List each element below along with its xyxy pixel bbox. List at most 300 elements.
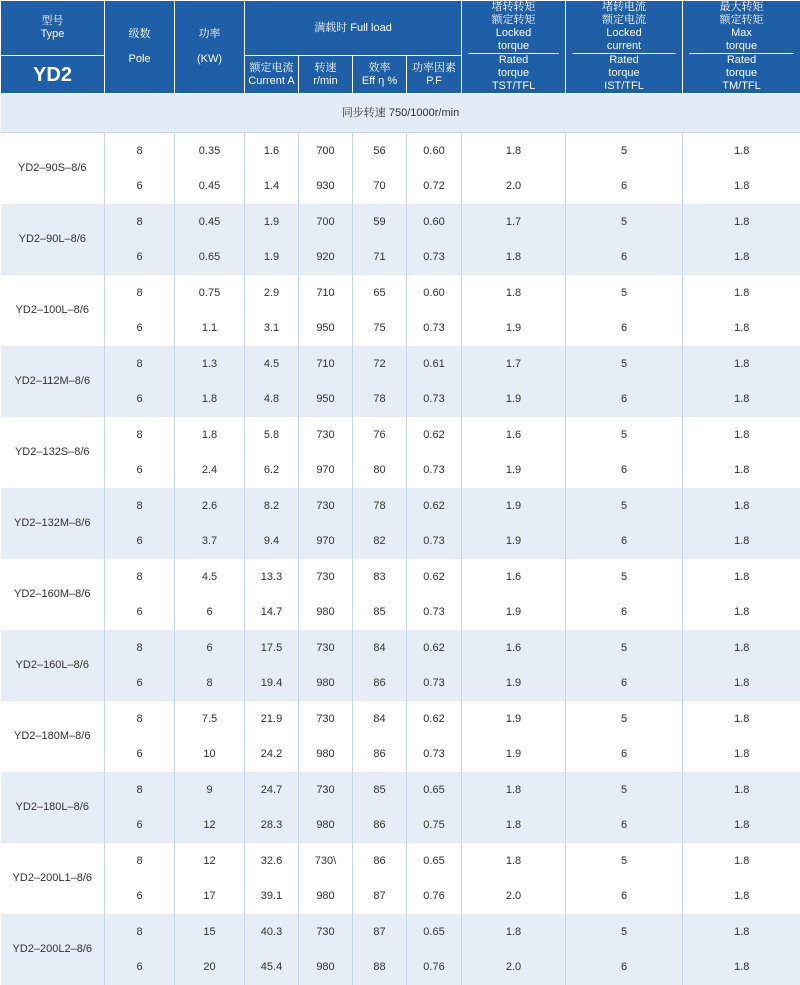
eff-header-cn: 效率 [353, 62, 406, 75]
current-header-cn: 额定电流 [245, 62, 298, 75]
efficiency-cell: 85 [353, 772, 407, 808]
power-cell: 0.35 [175, 133, 245, 170]
max-torque-ratio-cell: 1.8 [683, 630, 800, 666]
power-cell: 20 [175, 950, 245, 985]
power-factor-cell: 0.60 [407, 275, 462, 311]
pole-cell: 6 [105, 382, 175, 417]
pole-cell: 6 [105, 950, 175, 985]
model-badge [1, 56, 105, 94]
table-row [1, 346, 800, 382]
table-row [1, 204, 800, 240]
power-factor-cell: 0.62 [407, 488, 462, 524]
current-cell: 5.8 [245, 417, 299, 453]
efficiency-cell: 87 [353, 914, 407, 950]
efficiency-cell: 65 [353, 275, 407, 311]
model-cell: YD2–90S–8/6 [1, 133, 105, 205]
current-cell: 28.3 [245, 808, 299, 843]
tst-line-1: 堵转转矩 [462, 1, 565, 14]
power-cell: 12 [175, 843, 245, 879]
ist-line-7: IST/TFL [566, 80, 682, 93]
locked-current-ratio-cell: 5 [566, 488, 683, 524]
pole-header [105, 1, 175, 94]
speed-cell: 970 [299, 524, 353, 559]
power-factor-cell: 0.62 [407, 701, 462, 737]
locked-torque-ratio-cell: 2.0 [462, 169, 566, 204]
max-torque-ratio-cell: 1.8 [683, 488, 800, 524]
efficiency-cell: 78 [353, 382, 407, 417]
power-factor-cell: 0.65 [407, 914, 462, 950]
power-cell: 9 [175, 772, 245, 808]
tst-header [462, 1, 566, 94]
current-cell: 21.9 [245, 701, 299, 737]
efficiency-cell: 86 [353, 843, 407, 879]
model-cell: YD2–112M–8/6 [1, 346, 105, 417]
efficiency-cell: 87 [353, 879, 407, 914]
ist-line-6: torque [566, 67, 682, 80]
speed-cell: 730 [299, 701, 353, 737]
pole-cell: 6 [105, 737, 175, 772]
power-cell: 12 [175, 808, 245, 843]
speed-cell: 950 [299, 311, 353, 346]
power-factor-cell: 0.62 [407, 417, 462, 453]
table-row [1, 311, 800, 346]
efficiency-cell: 71 [353, 240, 407, 275]
locked-torque-ratio-cell: 2.0 [462, 879, 566, 914]
power-header-en: (KW) [175, 53, 244, 66]
max-torque-ratio-cell: 1.8 [683, 453, 800, 488]
pf-header-cn: 功率因素 [407, 62, 461, 75]
locked-torque-ratio-cell: 1.9 [462, 488, 566, 524]
locked-current-ratio-cell: 5 [566, 630, 683, 666]
pole-cell: 8 [105, 488, 175, 524]
locked-torque-ratio-cell: 1.8 [462, 843, 566, 879]
locked-torque-ratio-cell: 1.6 [462, 559, 566, 595]
model-cell: YD2–160M–8/6 [1, 559, 105, 630]
locked-torque-ratio-cell: 1.9 [462, 311, 566, 346]
speed-cell: 920 [299, 240, 353, 275]
efficiency-cell: 82 [353, 524, 407, 559]
pole-cell: 6 [105, 595, 175, 630]
locked-current-ratio-cell: 5 [566, 772, 683, 808]
table-row [1, 630, 800, 666]
model-group [1, 346, 800, 417]
pf-header-en: P.F [407, 75, 461, 88]
pole-header-en: Pole [105, 53, 174, 66]
locked-current-ratio-cell: 6 [566, 595, 683, 630]
efficiency-cell: 88 [353, 950, 407, 985]
max-torque-ratio-cell: 1.8 [683, 133, 800, 170]
locked-current-ratio-cell: 5 [566, 133, 683, 170]
locked-current-ratio-cell: 6 [566, 737, 683, 772]
max-torque-ratio-cell: 1.8 [683, 737, 800, 772]
max-torque-ratio-cell: 1.8 [683, 169, 800, 204]
speed-cell: 710 [299, 275, 353, 311]
model-group [1, 772, 800, 843]
pole-header-cn: 级数 [105, 28, 174, 41]
tst-line-4: torque [468, 40, 559, 54]
current-cell: 9.4 [245, 524, 299, 559]
power-factor-cell: 0.60 [407, 204, 462, 240]
power-cell: 2.4 [175, 453, 245, 488]
power-factor-cell: 0.62 [407, 559, 462, 595]
pole-cell: 8 [105, 914, 175, 950]
efficiency-cell: 75 [353, 311, 407, 346]
ist-header [566, 1, 683, 94]
table-row [1, 382, 800, 417]
model-group [1, 701, 800, 772]
speed-header-en: r/min [299, 75, 352, 88]
efficiency-cell: 86 [353, 666, 407, 701]
current-cell: 32.6 [245, 843, 299, 879]
model-cell: YD2–132M–8/6 [1, 488, 105, 559]
full-load-header: 满载时 Full load [245, 1, 462, 56]
tst-line-7: TST/TFL [462, 80, 565, 93]
max-torque-ratio-cell: 1.8 [683, 559, 800, 595]
speed-cell: 730 [299, 772, 353, 808]
locked-current-ratio-cell: 5 [566, 346, 683, 382]
power-factor-cell: 0.75 [407, 808, 462, 843]
current-cell: 17.5 [245, 630, 299, 666]
locked-torque-ratio-cell: 1.8 [462, 808, 566, 843]
locked-current-ratio-cell: 6 [566, 950, 683, 985]
speed-cell: 950 [299, 382, 353, 417]
efficiency-cell: 59 [353, 204, 407, 240]
efficiency-cell: 76 [353, 417, 407, 453]
model-group [1, 630, 800, 701]
current-header-en: Current A [245, 75, 298, 88]
locked-current-ratio-cell: 5 [566, 204, 683, 240]
table-row [1, 417, 800, 453]
tst-line-3: Locked [462, 27, 565, 40]
power-cell: 1.3 [175, 346, 245, 382]
power-cell: 2.6 [175, 488, 245, 524]
efficiency-cell: 84 [353, 630, 407, 666]
model-group [1, 204, 800, 275]
max-torque-ratio-cell: 1.8 [683, 240, 800, 275]
sync-speed-label: 同步转速 750/1000r/min [1, 94, 800, 133]
locked-torque-ratio-cell: 1.9 [462, 524, 566, 559]
locked-current-ratio-cell: 5 [566, 275, 683, 311]
speed-cell: 980 [299, 808, 353, 843]
model-cell: YD2–200L2–8/6 [1, 914, 105, 985]
efficiency-cell: 56 [353, 133, 407, 170]
current-header [245, 56, 299, 94]
power-factor-cell: 0.65 [407, 843, 462, 879]
power-cell: 1.8 [175, 417, 245, 453]
max-torque-ratio-cell: 1.8 [683, 772, 800, 808]
table-row [1, 701, 800, 737]
table-row [1, 488, 800, 524]
power-cell: 17 [175, 879, 245, 914]
locked-torque-ratio-cell: 1.8 [462, 275, 566, 311]
current-cell: 8.2 [245, 488, 299, 524]
current-cell: 1.4 [245, 169, 299, 204]
power-factor-cell: 0.72 [407, 169, 462, 204]
model-group [1, 843, 800, 914]
type-header-en: Type [1, 28, 104, 41]
power-cell: 1.8 [175, 382, 245, 417]
current-cell: 14.7 [245, 595, 299, 630]
efficiency-cell: 86 [353, 808, 407, 843]
speed-cell: 730 [299, 630, 353, 666]
table-row [1, 169, 800, 204]
locked-torque-ratio-cell: 1.6 [462, 630, 566, 666]
tm-line-6: torque [683, 67, 800, 80]
model-cell: YD2–180L–8/6 [1, 772, 105, 843]
power-cell: 0.65 [175, 240, 245, 275]
current-cell: 19.4 [245, 666, 299, 701]
current-cell: 3.1 [245, 311, 299, 346]
max-torque-ratio-cell: 1.8 [683, 950, 800, 985]
pole-cell: 8 [105, 701, 175, 737]
model-cell: YD2–90L–8/6 [1, 204, 105, 275]
power-header-cn: 功率 [175, 28, 244, 41]
max-torque-ratio-cell: 1.8 [683, 417, 800, 453]
table-row [1, 772, 800, 808]
current-cell: 39.1 [245, 879, 299, 914]
power-cell: 6 [175, 595, 245, 630]
max-torque-ratio-cell: 1.8 [683, 346, 800, 382]
table-row [1, 524, 800, 559]
locked-torque-ratio-cell: 1.8 [462, 240, 566, 275]
power-factor-cell: 0.73 [407, 453, 462, 488]
power-cell: 10 [175, 737, 245, 772]
model-group [1, 914, 800, 985]
power-cell: 7.5 [175, 701, 245, 737]
speed-cell: 980 [299, 666, 353, 701]
locked-current-ratio-cell: 6 [566, 808, 683, 843]
table-row [1, 559, 800, 595]
tm-line-1: 最大转矩 [683, 1, 800, 14]
power-factor-cell: 0.73 [407, 524, 462, 559]
speed-cell: 700 [299, 204, 353, 240]
speed-cell: 930 [299, 169, 353, 204]
table-row [1, 914, 800, 950]
model-cell: YD2–100L–8/6 [1, 275, 105, 346]
max-torque-ratio-cell: 1.8 [683, 204, 800, 240]
tm-line-4: torque [689, 40, 794, 54]
speed-cell: 730 [299, 914, 353, 950]
locked-torque-ratio-cell: 1.9 [462, 453, 566, 488]
locked-current-ratio-cell: 5 [566, 559, 683, 595]
table-row [1, 240, 800, 275]
locked-current-ratio-cell: 6 [566, 311, 683, 346]
pole-cell: 8 [105, 559, 175, 595]
speed-cell: 730 [299, 559, 353, 595]
locked-torque-ratio-cell: 1.9 [462, 701, 566, 737]
table-header [1, 1, 800, 94]
max-torque-ratio-cell: 1.8 [683, 595, 800, 630]
speed-cell: 970 [299, 453, 353, 488]
model-cell: YD2–132S–8/6 [1, 417, 105, 488]
max-torque-ratio-cell: 1.8 [683, 808, 800, 843]
power-cell: 1.1 [175, 311, 245, 346]
tst-line-6: torque [462, 67, 565, 80]
pole-cell: 6 [105, 666, 175, 701]
locked-current-ratio-cell: 5 [566, 843, 683, 879]
pole-cell: 6 [105, 311, 175, 346]
power-factor-cell: 0.73 [407, 311, 462, 346]
speed-cell: 730\ [299, 843, 353, 879]
max-torque-ratio-cell: 1.8 [683, 843, 800, 879]
model-group [1, 417, 800, 488]
ist-line-4: current [572, 40, 676, 54]
locked-torque-ratio-cell: 1.7 [462, 204, 566, 240]
efficiency-cell: 78 [353, 488, 407, 524]
power-factor-cell: 0.76 [407, 879, 462, 914]
sync-speed-section [1, 94, 800, 133]
power-factor-cell: 0.73 [407, 666, 462, 701]
current-cell: 24.2 [245, 737, 299, 772]
pf-header [407, 56, 462, 94]
pole-cell: 6 [105, 240, 175, 275]
current-cell: 24.7 [245, 772, 299, 808]
tm-line-2: 额定转矩 [683, 14, 800, 27]
table-row [1, 737, 800, 772]
power-cell: 6 [175, 630, 245, 666]
pole-cell: 8 [105, 275, 175, 311]
pole-cell: 8 [105, 630, 175, 666]
locked-current-ratio-cell: 5 [566, 914, 683, 950]
locked-torque-ratio-cell: 1.8 [462, 914, 566, 950]
locked-torque-ratio-cell: 1.9 [462, 595, 566, 630]
model-badge-text: YD2 [33, 64, 72, 86]
locked-current-ratio-cell: 6 [566, 879, 683, 914]
power-factor-cell: 0.73 [407, 382, 462, 417]
speed-cell: 980 [299, 950, 353, 985]
efficiency-cell: 70 [353, 169, 407, 204]
current-cell: 4.5 [245, 346, 299, 382]
table-row [1, 133, 800, 170]
ist-line-1: 堵转电流 [566, 1, 682, 14]
speed-cell: 700 [299, 133, 353, 170]
efficiency-cell: 84 [353, 701, 407, 737]
locked-torque-ratio-cell: 1.8 [462, 133, 566, 170]
ist-line-3: Locked [566, 27, 682, 40]
pole-cell: 8 [105, 843, 175, 879]
max-torque-ratio-cell: 1.8 [683, 666, 800, 701]
tst-line-2: 额定转矩 [462, 14, 565, 27]
model-group [1, 133, 800, 205]
power-cell: 8 [175, 666, 245, 701]
power-factor-cell: 0.73 [407, 737, 462, 772]
power-cell: 15 [175, 914, 245, 950]
type-header-cn: 型号 [1, 15, 104, 28]
model-group [1, 488, 800, 559]
eff-header [353, 56, 407, 94]
locked-current-ratio-cell: 5 [566, 701, 683, 737]
locked-torque-ratio-cell: 1.9 [462, 382, 566, 417]
tm-header [683, 1, 800, 94]
max-torque-ratio-cell: 1.8 [683, 311, 800, 346]
table-row [1, 843, 800, 879]
locked-torque-ratio-cell: 2.0 [462, 950, 566, 985]
power-header [175, 1, 245, 94]
speed-cell: 980 [299, 595, 353, 630]
locked-current-ratio-cell: 6 [566, 240, 683, 275]
current-cell: 1.9 [245, 204, 299, 240]
power-factor-cell: 0.65 [407, 772, 462, 808]
max-torque-ratio-cell: 1.8 [683, 275, 800, 311]
max-torque-ratio-cell: 1.8 [683, 914, 800, 950]
locked-current-ratio-cell: 6 [566, 453, 683, 488]
power-cell: 0.45 [175, 204, 245, 240]
pole-cell: 8 [105, 204, 175, 240]
efficiency-cell: 72 [353, 346, 407, 382]
current-cell: 2.9 [245, 275, 299, 311]
pole-cell: 6 [105, 169, 175, 204]
power-factor-cell: 0.60 [407, 133, 462, 170]
tm-line-7: TM/TFL [683, 80, 800, 93]
current-cell: 6.2 [245, 453, 299, 488]
speed-cell: 730 [299, 488, 353, 524]
table-row [1, 453, 800, 488]
max-torque-ratio-cell: 1.8 [683, 524, 800, 559]
locked-current-ratio-cell: 6 [566, 666, 683, 701]
efficiency-cell: 85 [353, 595, 407, 630]
current-cell: 45.4 [245, 950, 299, 985]
speed-cell: 710 [299, 346, 353, 382]
locked-torque-ratio-cell: 1.9 [462, 666, 566, 701]
model-cell: YD2–180M–8/6 [1, 701, 105, 772]
current-cell: 40.3 [245, 914, 299, 950]
model-cell: YD2–200L1–8/6 [1, 843, 105, 914]
current-cell: 4.8 [245, 382, 299, 417]
pole-cell: 8 [105, 772, 175, 808]
power-cell: 4.5 [175, 559, 245, 595]
power-factor-cell: 0.73 [407, 595, 462, 630]
max-torque-ratio-cell: 1.8 [683, 879, 800, 914]
speed-cell: 980 [299, 879, 353, 914]
power-factor-cell: 0.62 [407, 630, 462, 666]
table-row [1, 595, 800, 630]
locked-torque-ratio-cell: 1.8 [462, 772, 566, 808]
power-cell: 3.7 [175, 524, 245, 559]
speed-header-cn: 转速 [299, 62, 352, 75]
locked-current-ratio-cell: 6 [566, 382, 683, 417]
ist-line-2: 额定电流 [566, 14, 682, 27]
locked-torque-ratio-cell: 1.9 [462, 737, 566, 772]
table-row [1, 879, 800, 914]
pole-cell: 6 [105, 453, 175, 488]
speed-cell: 980 [299, 737, 353, 772]
table-row [1, 666, 800, 701]
max-torque-ratio-cell: 1.8 [683, 701, 800, 737]
model-group [1, 275, 800, 346]
tm-line-5: Rated [683, 54, 800, 67]
efficiency-cell: 80 [353, 453, 407, 488]
type-header [1, 1, 105, 56]
tm-line-3: Max [683, 27, 800, 40]
ist-line-5: Rated [566, 54, 682, 67]
model-group [1, 559, 800, 630]
eff-header-en: Eff η % [353, 75, 406, 88]
locked-current-ratio-cell: 5 [566, 417, 683, 453]
efficiency-cell: 83 [353, 559, 407, 595]
power-factor-cell: 0.76 [407, 950, 462, 985]
locked-torque-ratio-cell: 1.7 [462, 346, 566, 382]
current-cell: 1.6 [245, 133, 299, 170]
locked-current-ratio-cell: 6 [566, 524, 683, 559]
speed-cell: 730 [299, 417, 353, 453]
pole-cell: 8 [105, 417, 175, 453]
model-cell: YD2–160L–8/6 [1, 630, 105, 701]
speed-header [299, 56, 353, 94]
power-factor-cell: 0.61 [407, 346, 462, 382]
power-cell: 0.75 [175, 275, 245, 311]
tst-line-5: Rated [462, 54, 565, 67]
pole-cell: 6 [105, 524, 175, 559]
